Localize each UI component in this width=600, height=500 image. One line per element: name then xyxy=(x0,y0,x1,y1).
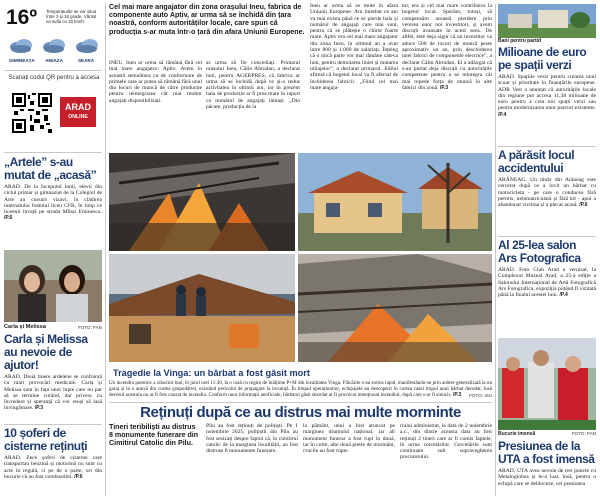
weather-temp: 16º xyxy=(6,6,38,29)
accident-page[interactable]: /P.6 xyxy=(579,202,588,209)
lead-col1-text: INEU. Ineu ar urma să rămână fără cel mai mare angajator: Aptiv. Avem în această semnătura cu de conformare de primele care ar putea să rămână fără unul din locuri de muncă de către producție pentru reintegrarea cât mai multor angajați disponibilizați. xyxy=(109,60,202,104)
uta-article xyxy=(498,440,596,487)
morminte-col2-text: la pământ, unui a fost aruncat pe marginea drumului național, iar alt monument funerar a fost rupt în două, iar în curte, alte două pietre de mormânt, crucile au fost rupte. xyxy=(303,423,395,455)
morminte-intro[interactable]: Tineri teribiliști au distrus 8 monumente funerare din Cimitirul Catolic din Pilu. xyxy=(109,423,199,448)
vinga-title[interactable]: Tragedie la Vinga: un bărbat a fost găsit mort xyxy=(113,368,310,378)
vinga-photo-roof xyxy=(298,254,492,362)
carla-credit: FOTO: FAN xyxy=(77,325,102,330)
artele-article xyxy=(4,156,102,222)
artele-title[interactable]: „Artele” s-au mutat de „acasă” xyxy=(4,155,97,182)
artele-page[interactable]: /P.6 xyxy=(4,215,13,222)
carla-caption: Carla și Melissa xyxy=(4,324,46,330)
accident-body xyxy=(498,177,596,208)
lead-col2 xyxy=(206,60,300,110)
uta-body-text: ARAD. UTA avea nevoie de trei puncte cu Metaloglobus și le-a luat, însă, pentru o echipă care se debloceze, cel presiunea xyxy=(498,468,596,487)
carla-photo xyxy=(4,250,102,322)
accident-title[interactable]: A părăsit locul accidentului xyxy=(498,148,575,175)
soferi-body xyxy=(4,455,102,480)
uta-photo xyxy=(498,338,596,430)
uta-credit: FOTO: FAN xyxy=(571,431,596,436)
qr-box xyxy=(4,73,102,151)
lead-col4 xyxy=(402,3,492,91)
weather-box xyxy=(4,4,102,68)
bani-photo xyxy=(498,4,596,38)
weather-period-noon: AMIAZA xyxy=(45,58,63,63)
lead-col3-text: Ineu ar urma să se mute în afara Uniunii Europene. Am întrebat ce ani va mai exista până ce se pierde hala și numărul de angajați care mai sunt, pentru că se plătește o chirie foarte mare. Aptiv era cel mai mare angajator din zona Ineu, în ultimul an a avut între 800 și 1.000 de salariați. Înțeleg că o mică parte vor mai rămâne câteva luni, pentru demolarea liniei și mutarea utilajelor”, a declarat primarul. Edilul afirmă că bugetul local va fi afectat de închiderea fabricii. „Fiind cel mai mare angaja- xyxy=(310,3,398,91)
vinga-photo-house xyxy=(298,153,492,251)
weather-note: Temperaturile se vor situa între 3 și 16 grade. Vântul va sufla cu 10 km/h. xyxy=(46,9,97,25)
accident-article xyxy=(498,149,596,208)
uta-title[interactable]: Presiunea de la UTA a fost imensă xyxy=(498,439,595,466)
salon-body-text: ARAD. Foto Club Arad a vernisat, la Complexul Muzeal Arad, a 25-a ediție a Salonului Internațional de Artă Fotografică Ars Fotografica, expoziția putând fi vizitată până la finalul acestei luni. xyxy=(498,267,596,299)
carla-page[interactable]: /P.3 xyxy=(34,405,44,412)
carla-body-text: ARAD. Două tinere ardelene se confruntă cu mari provocări medicale. Carla și Melissa sunt în fața unor lupte care nu par să se termine curând, dar privesc cu încredere și speranță că vor reuși să lasă învingătoare. xyxy=(4,374,102,412)
uta-caption-row xyxy=(498,431,596,438)
logo-brand: ARAD xyxy=(65,102,91,112)
vinga-page[interactable]: /P.3 xyxy=(453,391,462,398)
bani-article xyxy=(498,46,596,118)
vinga-body xyxy=(109,381,492,398)
qr-code[interactable] xyxy=(12,93,52,133)
cloud-icon xyxy=(7,38,35,56)
salon-body xyxy=(498,267,596,298)
lead-col4-text: tor, era și cel mai mare contributor la bugetul local. Sperăm, totuși, să compensăm această pierdere prin venirea unor noi investitori, și avem discuții avansate în acest sens. De altfel, este deja sigur că un investitor va aduce 500 de locuri de muncă peste aproximativ un an, prin deschiderea unei fabrici de componente electrice”, a declarat Călin Abrudan. El a adăugat că s-au purtat deja discuții cu autoritățile competente pentru a se reintegra cât mai repede forța de muncă în alte fabrici din zonă. xyxy=(402,3,492,91)
carla-body xyxy=(4,374,102,412)
cloud-icon xyxy=(73,38,101,56)
lead-intro[interactable]: Cel mai mare angajator din zona orașului Ineu, fabrica de componente auto Aptiv, ar urma să se închidă din țara noastră, conform autorităților locale, care spun că producția s-ar muta într-o țară din afara Uniunii Europene. xyxy=(109,3,305,36)
uta-caption: Bucurie imensă xyxy=(498,431,536,437)
bani-page[interactable]: /P.4 xyxy=(498,111,507,118)
arad-online-logo xyxy=(60,97,96,127)
weather-period-evening: SEARA xyxy=(77,58,95,63)
vinga-credit: FOTO: ISU xyxy=(469,392,492,398)
accident-body-text: ARĂNEAG. Un tânăr din Arăneag este cercetat după ce a lovit un bărbat cu motocicleta - pe care o conducea fără permis, neînmatriculată și fără kit - apoi a abandonat victima și a plecat acasă. xyxy=(498,177,596,209)
soferi-article xyxy=(4,427,102,480)
artele-body xyxy=(4,184,102,222)
morminte-col2 xyxy=(303,423,395,454)
qr-text: Scanați codul QR pentru a accesa xyxy=(8,75,100,81)
morminte-col3-text: riului administrat, la data de 2 noiembrie a.c., din dintre aceasta data au fost reținuți 2 tineri care ar fi comis faptele, în urma cercetărilor. Cercetările sunt continuate sub supravegherea procurorului. xyxy=(400,423,492,461)
vinga-photo-fire-interior xyxy=(109,153,295,251)
morminte-col1-text: Pilu au fost reținuți de polițiști. Pe 1 noiembrie 2025, polițiștii din Pilu au fost sesizați despre faptul că, în cimitirul catolic de la marginea localității, au fost distruse 8 monumente funerare. xyxy=(206,423,298,455)
logo-brand-sub: ONLINE xyxy=(68,114,88,120)
carla-title[interactable]: Carla și Melissa au nevoie de ajutor! xyxy=(4,332,88,372)
lead-col2-text: ar urma să fie concediați. Primarul orașului Ineu, Călin Abrudan, a declarat luni, pentru AGERPRES, că fabrica ar urma să se închidă după ce și-a redus activitatea în ultimii ani, iar în prezent hala de producție ar fi prea mare în raport cu numărul de angajați rămași. „Din păcate, producția de la xyxy=(206,60,300,111)
carla-caption-row xyxy=(4,324,102,331)
bani-caption-row xyxy=(498,38,596,45)
lead-page[interactable]: /P.3 xyxy=(439,84,449,91)
soferi-body-text: ARAD. Zece șoferi de cisterne care transportau benzină și motorină nu sunt cu acte în regulă, ci pe de o parte, ori din bucurie că au fost combustibil. xyxy=(4,455,102,480)
cloud-icon xyxy=(40,38,68,56)
morminte-col3 xyxy=(400,423,492,461)
carla-article xyxy=(4,333,102,412)
bani-body-text: ARAD. Spațiile verzi pentru crearea unui scuar și prioritate în finanțările europene. ADR Vest a anunțat că autoritățile locale din regiune pot accesa 11,38 milioane de euro pentru a crea noi spații verzi sau pentru modernizarea unor parcuri existente. xyxy=(498,74,596,112)
weather-period-morning: DIMINEAȚA xyxy=(9,58,35,63)
bani-caption: Bani pentru partid xyxy=(498,38,542,44)
soferi-page[interactable]: /P.6 xyxy=(74,473,83,480)
morminte-col1 xyxy=(206,423,298,454)
artele-body-text: ARAD. De la începutul lunii, elevii din ciclul primar și gimnazial de la Colegiul de Arte au cursuri vizavi, în clădirea internatului fostului liceu CFR, în timp ce liceenii învață pe strada Mihai Eminescu. xyxy=(4,184,102,216)
bani-body xyxy=(498,74,596,118)
bani-title[interactable]: Milioane de euro pe spații verzi xyxy=(498,45,587,72)
lead-col1 xyxy=(109,60,202,104)
lead-col3 xyxy=(310,3,398,91)
soferi-title[interactable]: 10 șoferi de cisterne reținuți xyxy=(4,426,88,453)
salon-page[interactable]: /P.4 xyxy=(559,292,568,299)
salon-title[interactable]: Al 25-lea salon Ars Fotografica xyxy=(498,238,581,265)
vinga-body-text: Un incendiu puternic a izbucnit luni, în jurul orei 11:30, la o casă cu regim de înălțime P+M din localitatea Vinga. Flăcările s-au extins rapid, manifestându-se prin ardere generalizată la un garaj și la o anexă din curtea gospodăriei, existând pericolul de propagare la locuință. În timpul operațiunilor, echipajele au descoperit în curtea casei trupul unui bărbat decedat, însă decesul acestuia nu ar fi fost cauzat de incendiu. Conform unor informații neoficiale, bărbatul găsit decedat ar fi provocat intenționat incendiul, după care s-ar fi sinucis. xyxy=(109,380,492,398)
vinga-photo-firefighters xyxy=(109,254,295,362)
morminte-title[interactable]: Reținuți după ce au distrus mai multe morminte xyxy=(140,404,461,421)
salon-article xyxy=(498,239,596,298)
uta-body xyxy=(498,468,596,487)
